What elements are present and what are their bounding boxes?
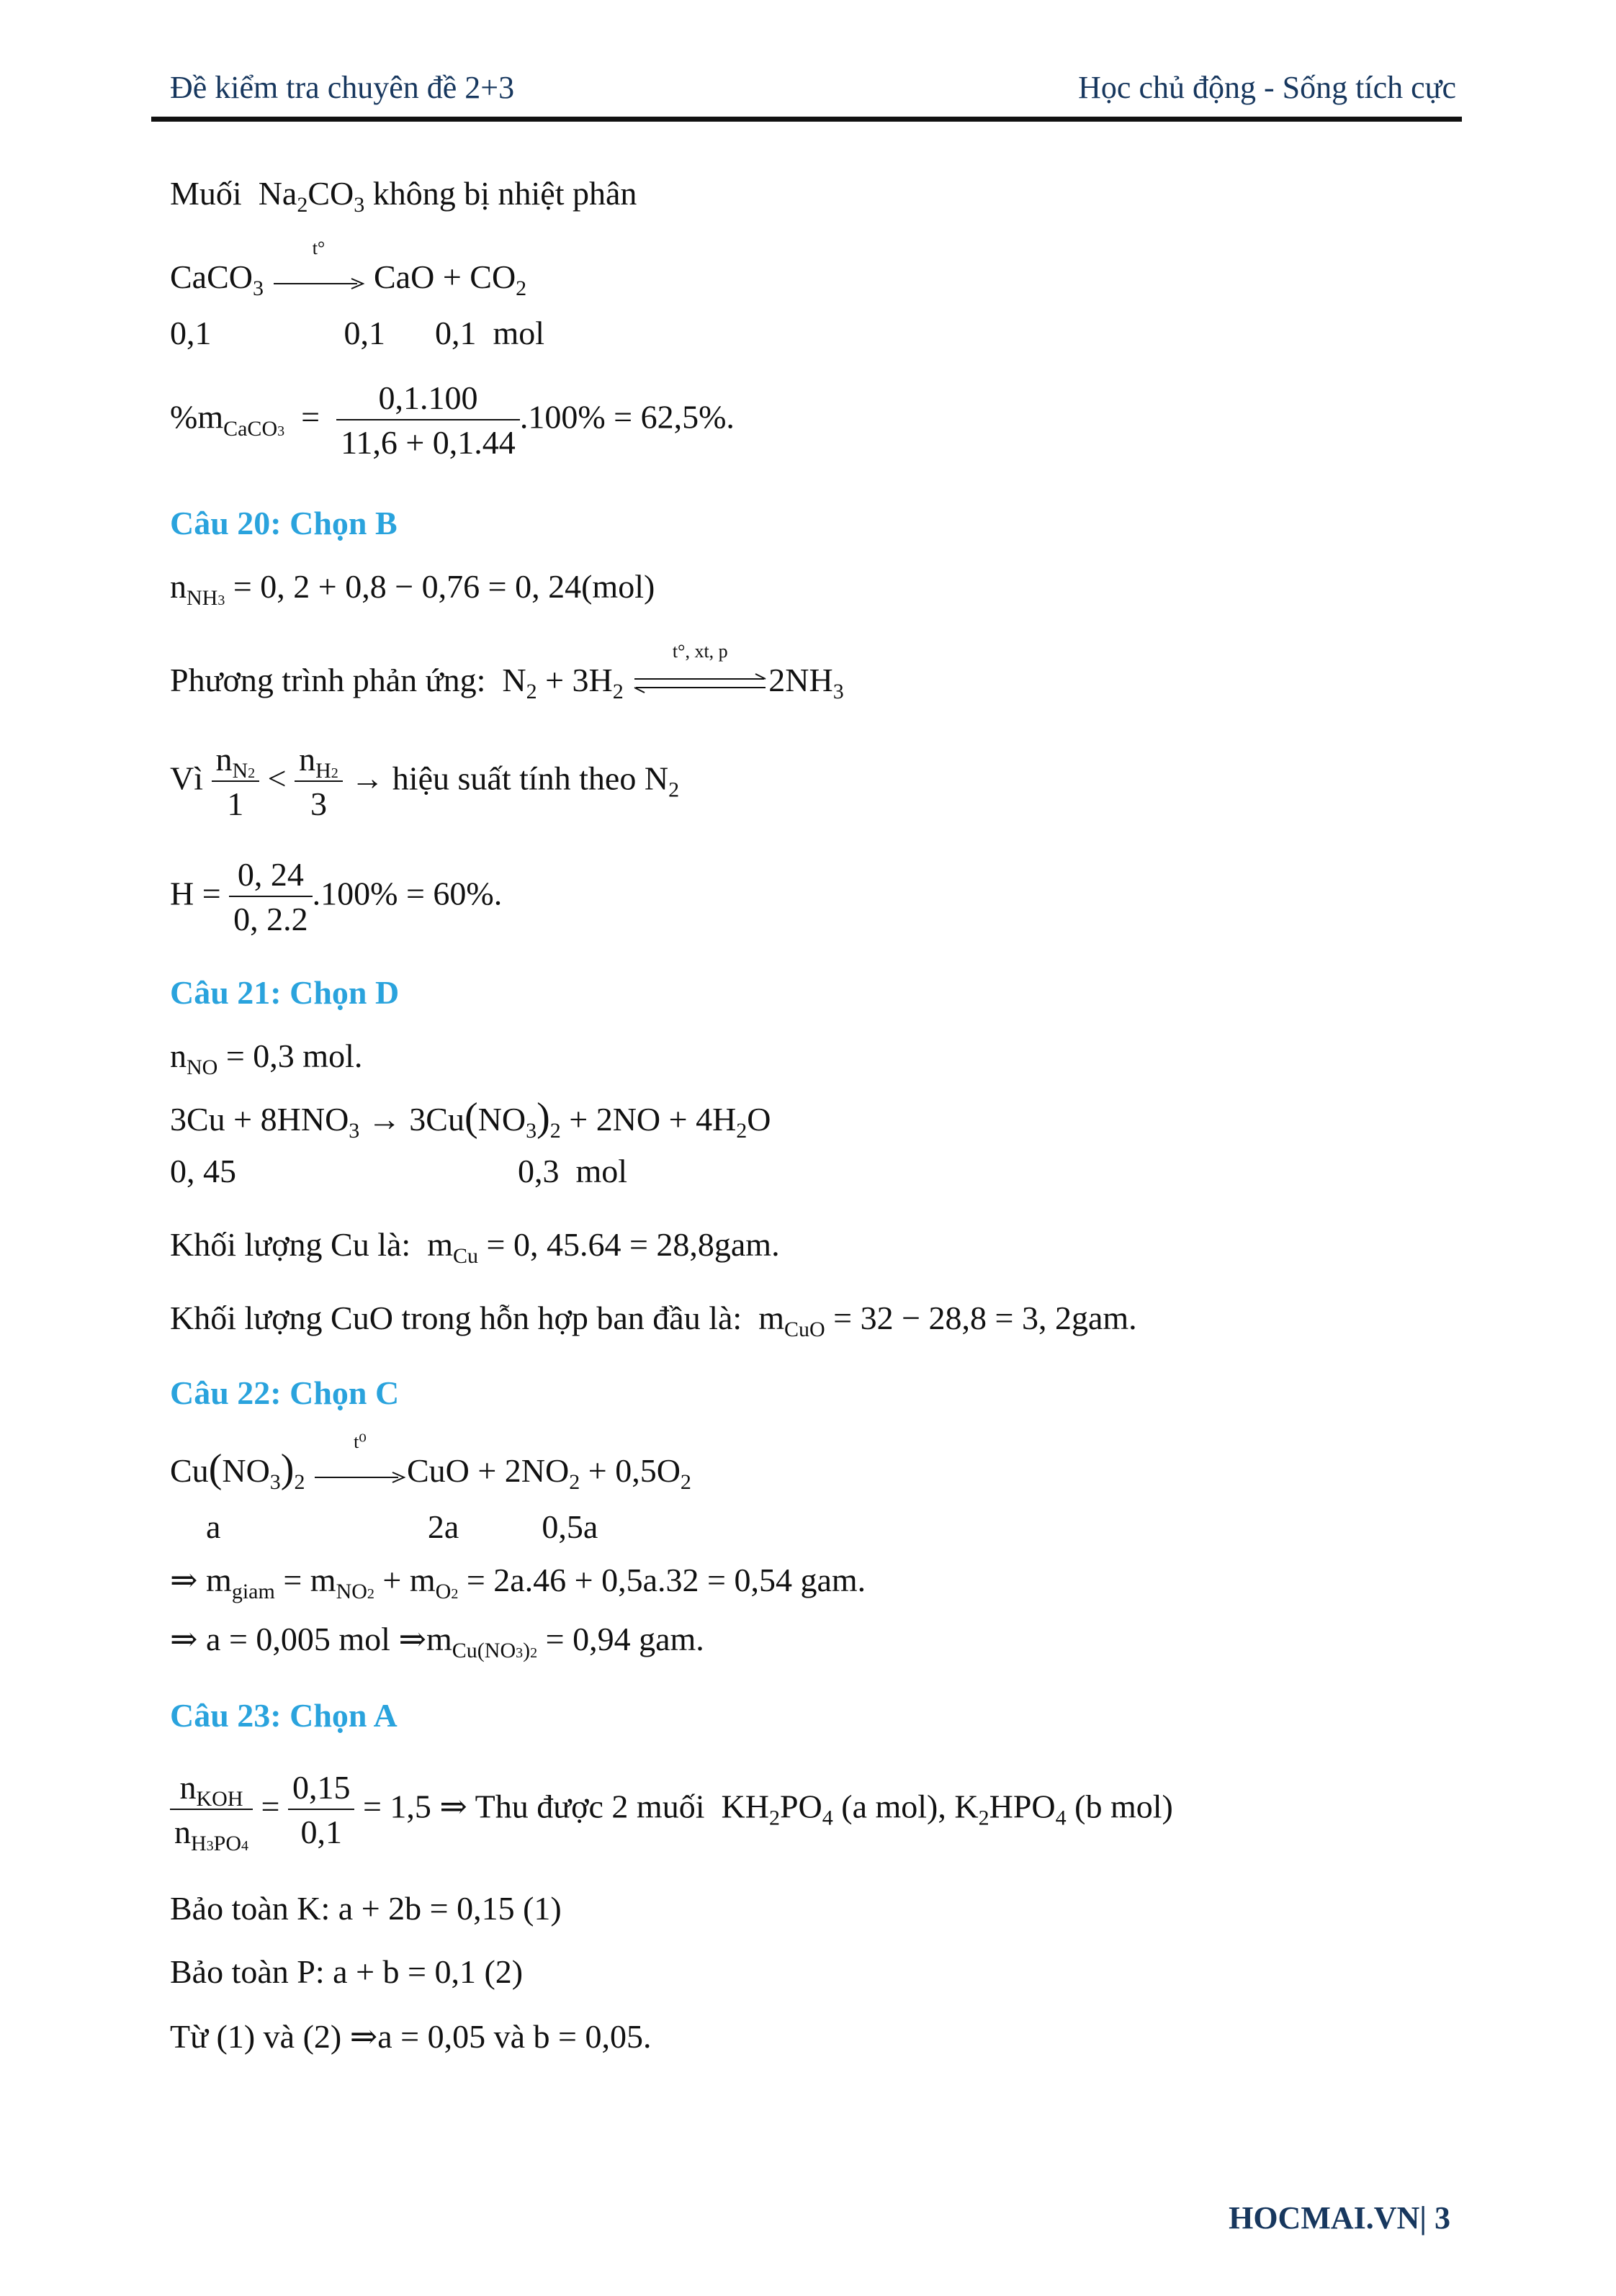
ratio-symbolic: $\frac{n_{KOH}}{n_{H3PO4}}$ <box>170 1771 253 1849</box>
q21-reaction: $3Cu + 8HNO_3 \to 3Cu(NO_3)_2 + 2NO + 4H_2O$ <box>170 1095 771 1143</box>
q22-mass-decrease: ⇒ $m_{giam} = m_{NO2} + m_{O2} = 2a.46 + 0,5a.32 = 0,54$ gam. <box>170 1562 866 1603</box>
header-left-title: Đề kiểm tra chuyên đề 2+3 <box>170 70 515 105</box>
q23-conclusion: Từ (1) và (2) ⇒a = 0,05 và b = 0,05. <box>170 2018 652 2055</box>
q23-p-balance: Bảo toàn P: a + b = 0,1 (2) <box>170 1953 524 1990</box>
q22-moles-row: a 2a 0,5a <box>206 1508 598 1545</box>
ratio-h2: $\frac{n_{H2}}{3}$ <box>295 743 343 821</box>
question-20-title: Câu 20: Chọn B <box>170 505 398 541</box>
ratio-numeric: $\frac{0,15}{0,1}$ <box>288 1771 355 1849</box>
page-footer: HOCMAI.VN| 3 <box>1229 2200 1450 2236</box>
equilibrium-arrow: t°, xt, p <box>632 667 768 700</box>
q23-k-balance: Bảo toàn K: a + 2b = 0,15 (1) <box>170 1890 562 1927</box>
q20-yield: H = $\frac{0, 24}{0, 2.2}$ .100% = 60%. <box>170 856 503 937</box>
question-21-title: Câu 21: Chọn D <box>170 974 400 1011</box>
q23-ratio: $\frac{n_{KOH}}{n_{H3PO4}}$ = $\frac{0,15}{0,1}$ = 1,5 ⇒ Thu được 2 muối $KH_2PO_4$ (a mol), $K_2HPO_4$ (b mol) <box>170 1771 1173 1849</box>
q20-moles-nh3: $n_{NH3} = 0$, 2 + 0,8 − 0,76 = 0, 24(mol) <box>170 568 655 610</box>
mass-percent-fraction: $\frac{0,1.100}{11,6 + 0,1.44}$ <box>336 382 520 459</box>
header-divider <box>151 117 1462 122</box>
q21-moles-row: 0, 45 0,3 mol <box>170 1153 628 1189</box>
header-right-slogan: Học chủ động - Sống tích cực <box>1078 70 1456 105</box>
equilibrium-arrow-icon <box>632 672 768 694</box>
yield-fraction: $\frac{0, 24}{0, 2.2}$ <box>229 858 313 936</box>
ratio-n2: $\frac{n_{N2}}{1}$ <box>212 743 260 821</box>
salt-statement: Muối $Na_2CO_3$ không bị nhiệt phân <box>170 175 637 217</box>
q22-reaction: $Cu(NO_3)_2$ t⁰ CuO + $2NO_2 + 0,5O_2$ <box>170 1431 691 1494</box>
heat-arrow-q22: t⁰ <box>313 1457 407 1490</box>
right-arrow-icon <box>313 1470 407 1485</box>
q22-result: ⇒ a = 0,005 mol $\Rightarrow m_{Cu(NO3)2} = 0,94$ gam. <box>170 1621 704 1662</box>
q20-reaction: Phương trình phản ứng: $N_2 + 3H_2$ t°, xt, p $2NH_3$ <box>170 641 844 703</box>
question-22-title: Câu 22: Chọn C <box>170 1374 400 1411</box>
q21-moles-no: $n_{NO} = 0,3$ mol. <box>170 1037 363 1079</box>
mass-percent-caco3: $\%m_{CaCO3}$ = $\frac{0,1.100}{11,6 + 0,1.44}$ .100% = 62,5%. <box>170 379 735 461</box>
q21-cu-mass: Khối lượng Cu là: $m_{Cu} = 0$, 45.64 = 28,8gam. <box>170 1226 780 1268</box>
right-arrow-icon <box>272 276 366 291</box>
q20-ratio-comparison: Vì $\frac{n_{N2}}{1}$ < $\frac{n_{H2}}{3}$ → hiệu suất tính theo $N_2$ <box>170 741 680 822</box>
heat-arrow: t° <box>272 264 366 297</box>
q21-cuo-mass: Khối lượng CuO trong hỗn hợp ban đầu là: $m_{CuO} = 32 - 28,8 = 3$, 2gam. <box>170 1300 1137 1341</box>
question-23-title: Câu 23: Chọn A <box>170 1697 398 1734</box>
equation-caco3-moles: 0,1 0,1 0,1 mol <box>170 315 545 351</box>
equation-caco3-decomposition: CaCO$_3$ t° CaO + $CO_2$ <box>170 238 527 300</box>
